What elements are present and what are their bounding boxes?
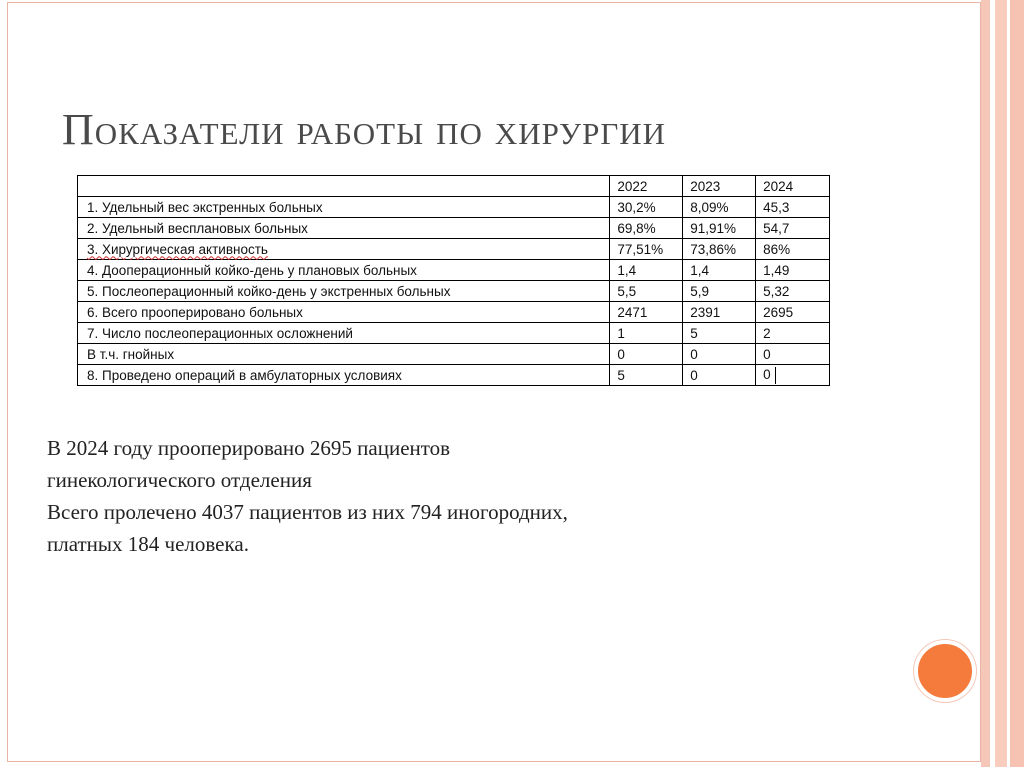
table-row	[78, 344, 830, 365]
decor-stripe	[1010, 0, 1024, 767]
row-label: 4. Дооперационный койко-день у плановых больных	[78, 260, 610, 281]
cell-2023: 2391	[683, 302, 756, 323]
summary-line: гинекологического отделения	[47, 468, 312, 492]
cell-2024: 2695	[756, 302, 830, 323]
summary-line: платных 184 человека.	[47, 532, 249, 556]
cell-2023: 0	[683, 365, 756, 386]
table-header-row	[78, 176, 830, 197]
surgery-stats-table	[77, 175, 830, 386]
cell-2023: 0	[683, 344, 756, 365]
cell-2022: 5,5	[610, 281, 683, 302]
decor-stripe	[981, 0, 990, 767]
table-row	[78, 302, 830, 323]
cell-2023: 5	[683, 323, 756, 344]
cell-2023: 91,91%	[683, 218, 756, 239]
cell-2023: 73,86%	[683, 239, 756, 260]
table-row	[78, 323, 830, 344]
table-row	[78, 365, 830, 386]
table-row	[78, 281, 830, 302]
cell-2024: 2	[756, 323, 830, 344]
cell-2024[interactable]	[756, 365, 830, 386]
row-label	[78, 239, 610, 260]
cell-2022: 1	[610, 323, 683, 344]
header-cell-2022: 2022	[610, 176, 683, 197]
table-row	[78, 239, 830, 260]
table-row	[78, 260, 830, 281]
cell-2024: 5,32	[756, 281, 830, 302]
table-row	[78, 218, 830, 239]
cell-2022: 69,8%	[610, 218, 683, 239]
spellcheck-text: 3. Хирургическая активность	[87, 241, 268, 257]
row-label: 8. Проведено операций в амбулаторных условиях	[78, 365, 610, 386]
row-label: В т.ч. гнойных	[78, 344, 610, 365]
summary-text	[47, 432, 568, 560]
row-label: 7. Число послеоперационных осложнений	[78, 323, 610, 344]
cell-2024: 54,7	[756, 218, 830, 239]
header-cell-2024: 2024	[756, 176, 830, 197]
cell-2022: 5	[610, 365, 683, 386]
header-cell	[78, 176, 610, 197]
cell-2024-value: 0	[763, 366, 771, 382]
cell-2022: 77,51%	[610, 239, 683, 260]
summary-line: Всего пролечено 4037 пациентов из них 794 иногородних,	[47, 500, 568, 524]
cell-2023: 1,4	[683, 260, 756, 281]
table-row	[78, 197, 830, 218]
cell-2023: 5,9	[683, 281, 756, 302]
cell-2024: 1,49	[756, 260, 830, 281]
cell-2023: 8,09%	[683, 197, 756, 218]
text-cursor	[775, 367, 776, 384]
cell-2022: 1,4	[610, 260, 683, 281]
row-label: 1. Удельный вес экстренных больных	[78, 197, 610, 218]
header-cell-2023: 2023	[683, 176, 756, 197]
cell-2024: 86%	[756, 239, 830, 260]
row-label: 5. Послеоперационный койко-день у экстренных больных	[78, 281, 610, 302]
cell-2022: 2471	[610, 302, 683, 323]
row-label: 2. Удельный весплановых больных	[78, 218, 610, 239]
cell-2022: 0	[610, 344, 683, 365]
cell-2024: 0	[756, 344, 830, 365]
decor-stripe	[995, 0, 1007, 767]
summary-line: В 2024 году прооперировано 2695 пациентов	[47, 436, 451, 460]
slide-title: Показатели работы по хирургии	[62, 105, 667, 154]
cell-2024: 45,3	[756, 197, 830, 218]
cell-2022: 30,2%	[610, 197, 683, 218]
decor-circle	[914, 640, 976, 702]
row-label: 6. Всего прооперировано больных	[78, 302, 610, 323]
